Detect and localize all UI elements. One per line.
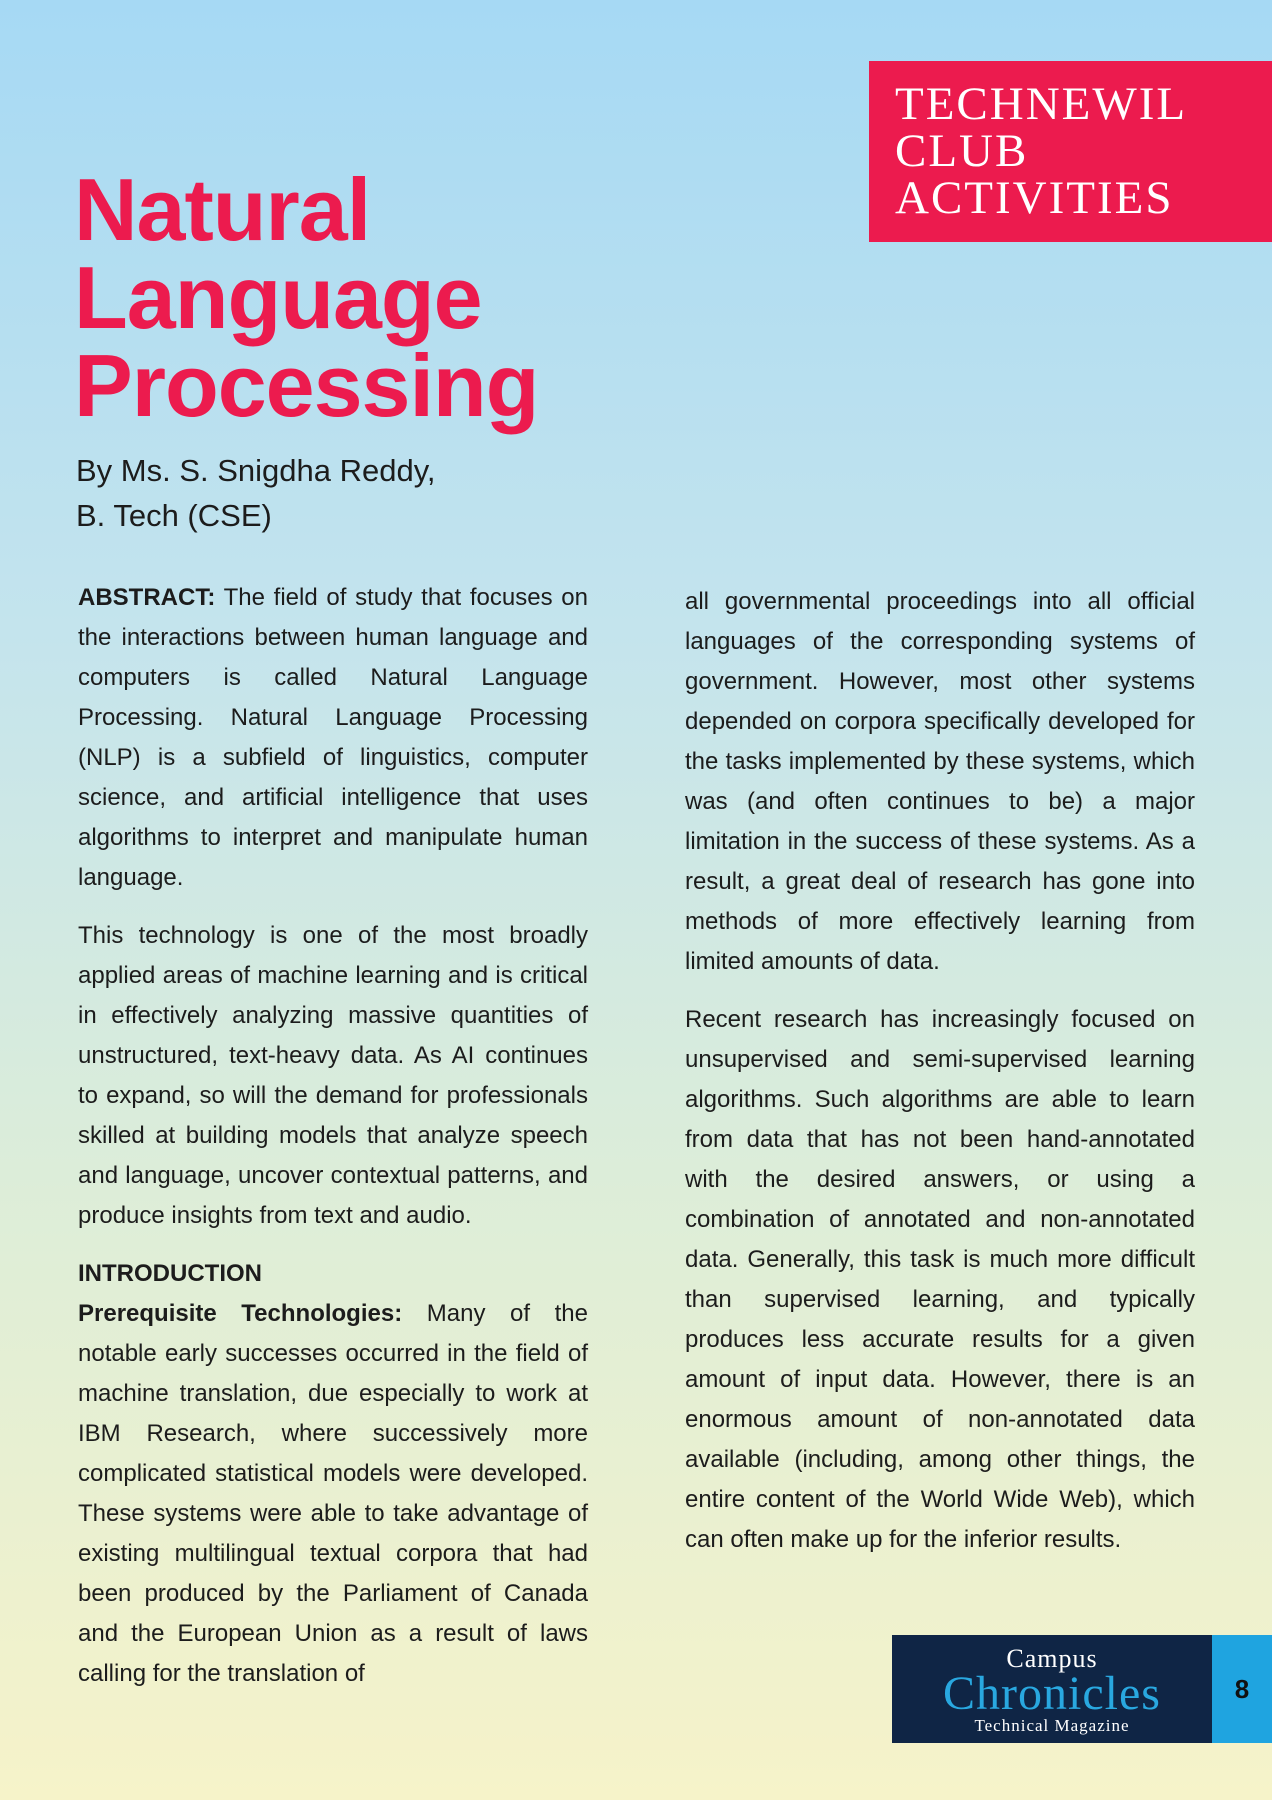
right-column — [685, 582, 1195, 1578]
logo-chronicles-text: Chronicles — [943, 1667, 1161, 1720]
abstract-label: ABSTRACT: — [78, 584, 216, 611]
page-number: 8 — [1234, 1673, 1250, 1704]
section-tag-line-1: TECHNEWIL — [895, 78, 1188, 130]
campus-chronicles-logo — [892, 1635, 1212, 1743]
abstract-text: The field of study that focuses on the interactions between human language and computers is called Natural Language Processing. Natural Language Processing (NLP) is a subfield of linguistics, computer science, and artificial intelligence that uses algorithms to interpret and manipulate human language. — [78, 584, 588, 891]
logo-campus-text: Campus — [1006, 1644, 1098, 1673]
prereq-paragraph — [78, 1294, 588, 1694]
author-line: By Ms. S. Snigdha Reddy, — [76, 453, 436, 488]
left-column — [78, 578, 588, 1712]
section-tag-line-2: CLUB — [895, 125, 1029, 177]
byline — [76, 448, 436, 538]
title-line-2: Language — [74, 248, 482, 347]
paragraph-2: This technology is one of the most broadly applied areas of machine learning and is critical in effectively analyzing massive quantities of unstructured, text-heavy data. As AI continues to expand, so will the demand for professionals skilled at building models that analyze speech and language, uncover contextual patterns, and produce insights from text and audio. — [78, 922, 588, 1229]
introduction-heading: INTRODUCTION — [78, 1260, 262, 1287]
right-paragraph-1: all governmental proceedings into all official languages of the corresponding systems of government. However, most other systems depended on corpora specifically developed for the tasks implemented by these systems, which was (and often continues to be) a major limitation in the success of these systems. As a result, a great deal of research has gone into methods of more effectively learning from limited amounts of data. — [685, 588, 1195, 975]
article-title — [74, 160, 539, 435]
abstract-paragraph — [78, 578, 588, 898]
title-line-3: Processing — [74, 336, 539, 435]
logo-technical-magazine-text: Technical Magazine — [974, 1716, 1130, 1735]
prereq-label: Prerequisite Technologies: — [78, 1300, 403, 1327]
section-tag-line-3: ACTIVITIES — [895, 172, 1174, 224]
title-line-1: Natural — [74, 160, 371, 259]
right-paragraph-2: Recent research has increasingly focused on unsupervised and semi-supervised learning algorithms. Such algorithms are able to learn from data that has not been hand-annotated with the desired answers, or using a combination of annotated and non-annotated data. Generally, this task is much more difficult than supervised learning, and typically produces less accurate results for a given amount of input data. However, there is an enormous amount of non-annotated data available (including, among other things, the entire content of the World Wide Web), which can often make up for the inferior results. — [685, 1006, 1195, 1553]
page-number-box — [1212, 1635, 1272, 1743]
section-tag — [869, 61, 1272, 242]
degree-line: B. Tech (CSE) — [76, 498, 272, 533]
prereq-text: Many of the notable early successes occurred in the field of machine translation, due especially to work at IBM Research, where successively more complicated statistical models were developed. These systems were able to take advantage of existing multilingual textual corpora that had been produced by the Parliament of Canada and the European Union as a result of laws calling for the translation of — [78, 1300, 588, 1687]
